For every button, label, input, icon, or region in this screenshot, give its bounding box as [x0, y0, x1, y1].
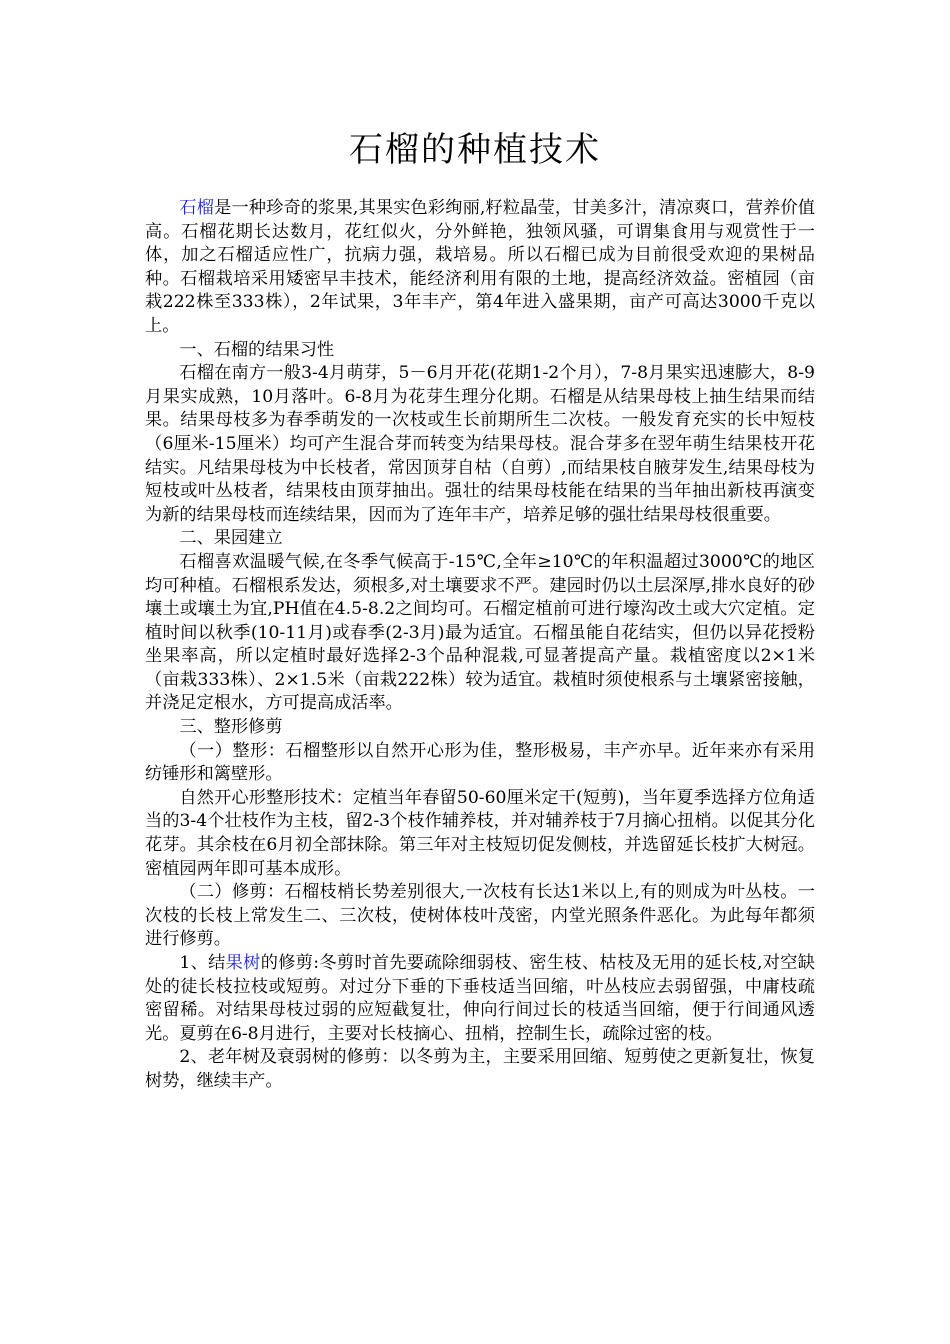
open-center-paragraph: 自然开心形整形技术：定植当年春留50-60厘米定干(短剪)，当年夏季选择方位角适当的3-4个壮枝作为主枝，留2-3个枝作辅养枝，并对辅养枝于7月摘心扭梢。以促其分化花芽。其余枝在6月初全部抹除。第三年对主枝短切促发侧枝，并选留延长枝扩大树冠。密植园两年即可基本成形。 [145, 787, 815, 879]
orchard-setup-paragraph: 石榴喜欢温暖气候,在冬季气候高于-15℃,全年≥10℃的年积温超过3000℃的地区均可种植。石榴根系发达，须根多,对土壤要求不严。建园时仍以土层深厚,排水良好的砂壤土或壤土为宜,PH值在4.5-8.2之间均可。石榴定植前可进行壕沟改土或大穴定植。定植时间以秋季(10-11月)或春季(2-3月)最为适宜。石榴虽能自花结实，但仍以异花授粉坐果率高，所以定植时最好选择2-3个品种混栽,可显著提高产量。栽植密度以2×1米（亩栽333株）、2×1.5米（亩栽222株）较为适宜。栽植时须使根系与土壤紧密接触，并浇足定根水，方可提高成活率。 [145, 551, 815, 714]
fruiting-habit-paragraph: 石榴在南方一般3-4月萌芽，5－6月开花(花期1-2个月），7-8月果实迅速膨大，8-9月果实成熟，10月落叶。6-8月为花芽生理分化期。石榴是从结果母枝上抽生结果而结果。结果母枝多为春季萌发的一次枝或生长前期所生二次枝。一般发育充实的长中短枝（6厘米-15厘米）均可产生混合芽而转变为结果母枝。混合芽多在翌年萌生结果枝开花结实。凡结果母枝为中长枝者，常因顶芽自枯（自剪）,而结果枝自腋芽发生,结果母枝为短枝或叶丛枝者，结果枝由顶芽抽出。强壮的结果母枝能在结果的当年抽出新枝再演变为新的结果母枝而连续结果，因而为了连年丰产，培养足够的强壮结果母枝很重要。 [145, 363, 815, 525]
fruit-tree-link[interactable]: 果树 [225, 953, 261, 973]
fruit-tree-pruning-paragraph [145, 952, 815, 1046]
pomegranate-link[interactable]: 石榴 [179, 198, 215, 218]
section-heading-pruning: 三、整形修剪 [179, 717, 283, 738]
shaping-paragraph: （一）整形：石榴整形以自然开心形为佳，整形极易，丰产亦早。近年来亦有采用纺锤形和篱壁形。 [145, 740, 815, 785]
section-heading-fruiting-habit: 一、石榴的结果习性 [179, 339, 335, 360]
old-tree-pruning-paragraph: 2、老年树及衰弱树的修剪：以冬剪为主，主要采用回缩、短剪使之更新复壮，恢复树势，继续丰产。 [145, 1047, 815, 1091]
section-heading-orchard-setup: 二、果园建立 [179, 528, 283, 549]
intro-paragraph [145, 197, 815, 339]
trimming-paragraph: （二）修剪：石榴枝梢长势差别很大,一次枝有长达1米以上,有的则成为叶丛枝。一次枝的长枝上常发生二、三次枝，使树体枝叶茂密，内堂光照条件恶化。为此每年都须进行修剪。 [145, 882, 815, 950]
document-body [145, 197, 815, 1094]
page-title: 石榴的种植技术 [349, 130, 601, 170]
fruit-tree-post: 的修剪:冬剪时首先要疏除细弱枝、密生枝、枯枝及无用的延长枝,对空缺处的徒长枝拉枝或短剪。对过分下垂的下垂枝适当回缩，叶丛枝应去弱留强，中庸枝疏密留稀。对结果母枝过弱的应短截复壮，伸向行间过长的枝适当回缩，便于行间通风透光。夏剪在6-8月进行，主要对长枝摘心、扭梢，控制生长，疏除过密的枝。 [145, 953, 815, 1044]
intro-text: 是一种珍奇的浆果,其果实色彩绚丽,籽粒晶莹，甘美多汁，清凉爽口，营养价值高。石榴花期长达数月，花红似火，分外鲜艳，独领风骚，可谓集食用与观赏性于一体，加之石榴适应性广，抗病力强，栽培易。所以石榴已成为目前很受欢迎的果树品种。石榴栽培采用矮密早丰技术，能经济利用有限的土地，提高经济效益。密植园（亩栽222株至333株），2年试果，3年丰产，第4年进入盛果期，亩产可高达3000千克以上。 [145, 198, 815, 336]
fruit-tree-pre: 1、结 [179, 953, 226, 973]
